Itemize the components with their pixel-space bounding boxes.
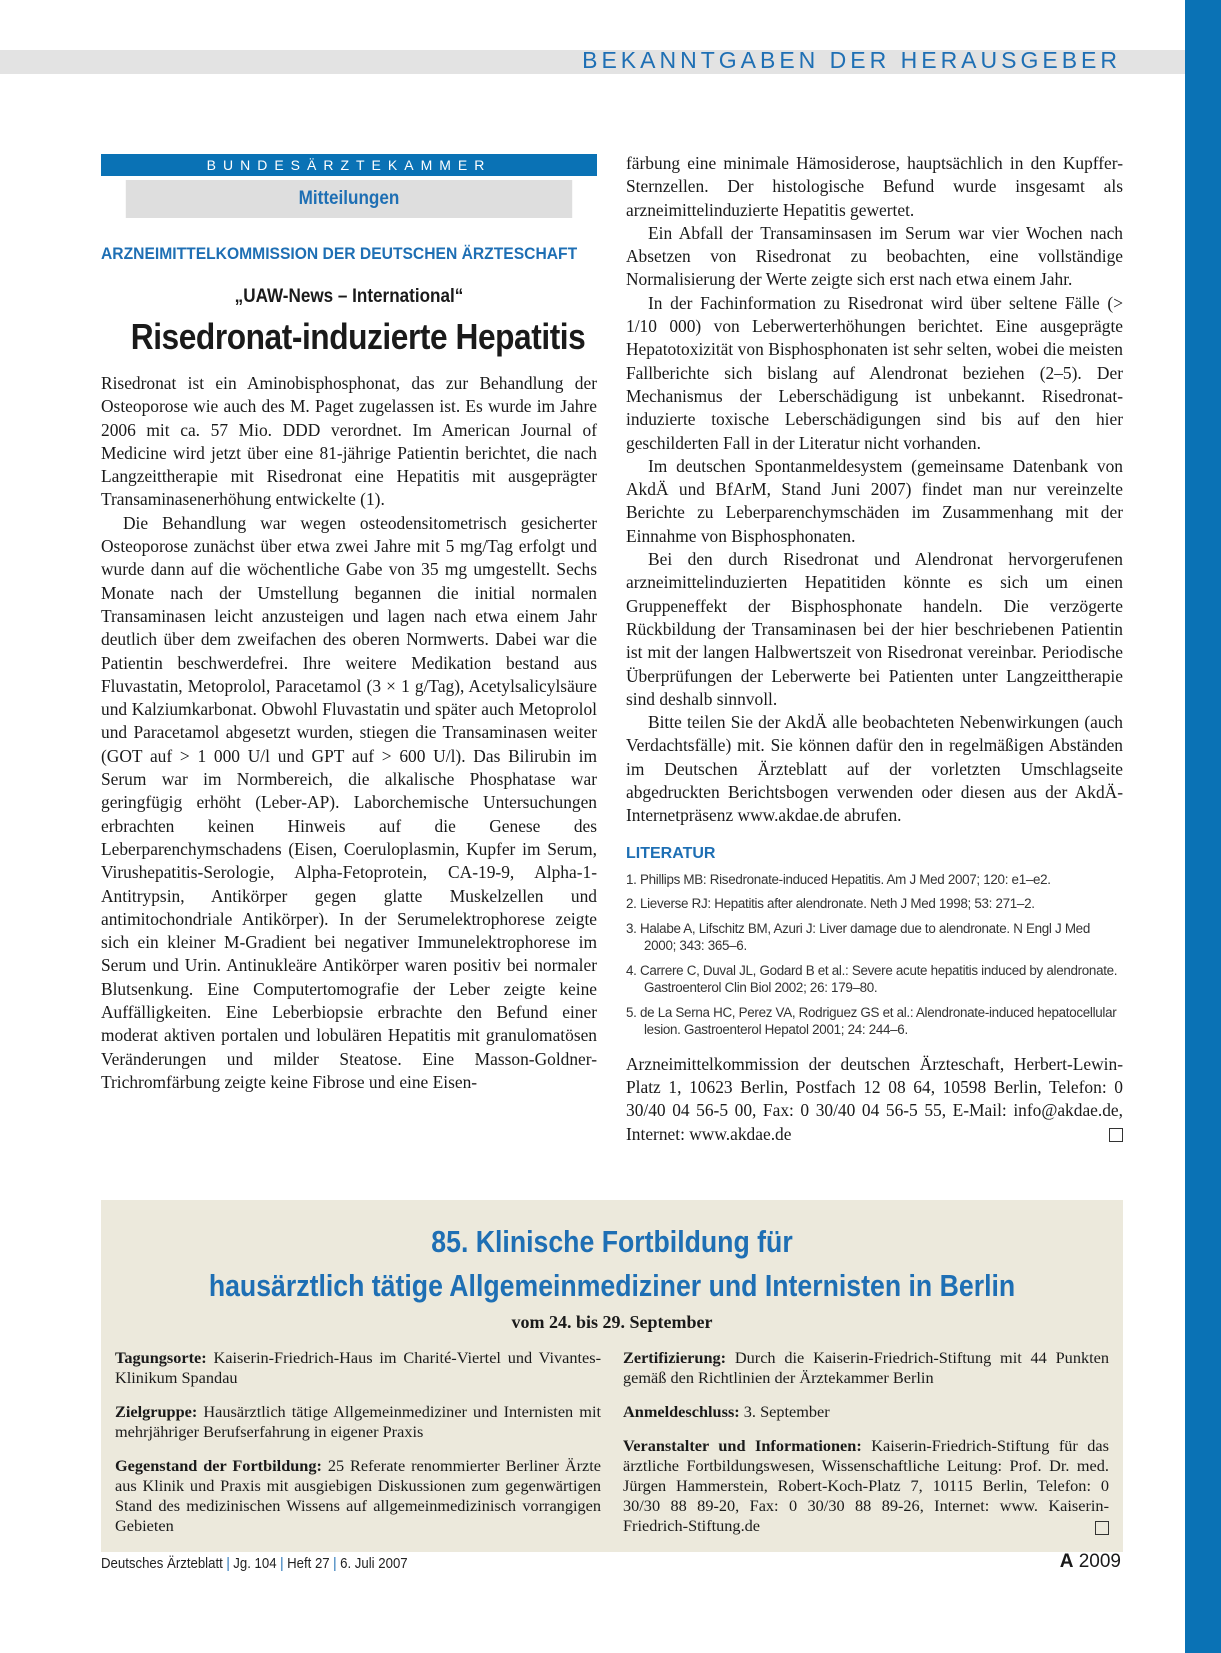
event-item [115,1402,601,1442]
event-item-text: 25 Referate renommierter Berliner Ärzte aus Klinik und Praxis mit ausgiebigen Diskussionen zum gegenwärtigen Stand des medizinischen Wissens auf allgemeinmedizinisch vorrangigen Gebieten [115,1456,601,1535]
body-paragraph: Bitte teilen Sie der AkdÄ alle beobachteten Nebenwirkungen (auch Verdachtsfälle) mit. Sie können dafür den in regelmäßigen Abständen im Deutschen Ärzteblatt auf der vorletzten Umschlagseite abgedruckten Berichtsbogen verwenden oder diesen aus der AkdÄ-Internetpräsenz www.akdae.de abrufen. [626,712,1123,826]
reference-item: 2. Lieverse RJ: Hepatitis after alendronate. Neth J Med 1998; 53: 271–2. [626,896,1035,912]
article-title: Risedronat-induzierte Hepatitis [130,316,586,357]
event-item-text: Hausärztlich tätige Allgemeinmediziner und Internisten mit mehrjähriger Berufserfahrung in eigener Praxis [115,1402,601,1441]
event-title-line2: hausärztlich tätige Allgemeinmediziner und Internisten in Berlin [208,1268,1016,1303]
article-body-right [626,152,1123,828]
end-mark-icon [1109,1128,1123,1142]
event-item-label: Veranstalter und Informationen: [623,1436,862,1455]
event-item-label: Zertifizierung: [623,1348,727,1367]
event-item [623,1348,1109,1388]
footer-citation [101,1555,408,1572]
reference-item: 5. de La Serna HC, Perez VA, Rodriguez GS et al.: Alendronate-induced hepatocellular lesion. Gastroenterol Hepatol 2001; 24: 244–6. [626,1004,1117,1038]
event-item [115,1348,601,1388]
body-paragraph: In der Fachinformation zu Risedronat wird über seltene Fälle (> 1/10 000) von Leberwerterhöhungen berichtet. Eine ausgeprägte Hepatotoxizität von Bisphosphonaten ist sehr selten, wobei die meisten Fallberichte sich bislang auf Alendronat beziehen (2–5). Der Mechanismus der Leberschädigung ist unbekannt. Risedronat-induzierte toxische Leberschädigungen sind bis auf den hier geschilderten Fall in der Literatur nicht vorhanden. [626,292,1123,453]
end-mark-icon [1095,1521,1109,1535]
body-paragraph: Die Behandlung war wegen osteodensitometrisch gesicherter Osteoporose zunächst über etwa zwei Jahre mit 5 mg/Tag erfolgt und wurde dann auf die wöchentliche Gabe von 35 mg umgestellt. Sechs Monate nach der Umstellung begannen die initial normalen Transaminasen leicht anzusteigen und lagen nach etwa einem Jahr deutlich über dem zweifachen des oberen Normwerts. Dabei war die Patientin beschwerdefrei. Ihre weitere Medikation bestand aus Fluvastatin, Metoprolol, Paracetamol (3 × 1 g/Tag), Acetylsalicylsäure und Kalziumkarbonat. Obwohl Fluvastatin und später auch Metoprolol und Paracetamol abgesetzt wurden, stiegen die Transaminasen weiter (GOT auf > 1 000 U/l und GPT auf > 600 U/l). Das Bilirubin im Serum war im Normbereich, die alkalische Phosphatase war geringfügig erhöht (Leber-AP). Laborchemische Untersuchungen erbrachten keinen Hinweis auf die Genese des Leberparenchymschadens (Eisen, Coeruloplasmin, Kupfer im Serum, Virushepatitis-Serologie, Alpha-Fetoprotein, CA-19-9, Alpha-1-Antitrypsin, Antikörper gegen glatte Muskelzellen und antimitochondriale Antikörper). In der Serumelektrophorese zeigte sich ein kleiner M-Gradient bei negativer Immunelektrophorese im Serum und Urin. Antinukleäre Antikörper waren positiv bei normaler Blutsenkung. Eine Computertomografie der Leber zeigte keine Auffälligkeiten. Eine Leberbiopsie erbrachte den Befund einer moderat aktiven portalen und lobulären Hepatitis mit granulomatösen Veränderungen und milder Steatose. Eine Masson-Goldner-Trichromfärbung zeigte keine Fibrose und eine Eisen- [101,512,597,1092]
category-banner: Mitteilungen [126,180,572,218]
reference-item: 3. Halabe A, Lifschitz BM, Azuri J: Liver damage due to alendronate. N Engl J Med 2000; 343: 365–6. [626,920,1090,954]
event-item [115,1456,601,1536]
page-number [1060,1551,1121,1573]
event-details [115,1348,1109,1550]
journal-name: Deutsches Ärzteblatt [101,1555,223,1572]
event-item-label: Zielgruppe: [115,1402,198,1421]
journal-issue: Heft 27 [287,1555,330,1572]
event-item-label: Tagungsorte: [115,1348,207,1367]
journal-date: 6. Juli 2007 [340,1555,408,1572]
reference-item: 1. Phillips MB: Risedronate-induced Hepatitis. Am J Med 2007; 120: e1–e2. [626,871,1051,887]
section-heading: BEKANNTGABEN DER HERAUSGEBER [582,47,1121,73]
event-title-line1: 85. Klinische Fortbildung für [431,1224,793,1259]
event-item-label: Gegenstand der Fortbildung: [115,1456,322,1475]
event-announcement [101,1200,1123,1552]
reference-item: 4. Carrere C, Duval JL, Godard B et al.: Severe acute hepatitis induced by alendronate. Gastroenterol Clin Biol 2002; 26: 179–80. [626,962,1118,996]
separator: | [226,1555,230,1572]
article-left-column [101,154,597,1094]
body-paragraph: Bei den durch Risedronat und Alendronat hervorgerufenen arzneimittelinduzierten Hepatitiden könnte es sich um einen Gruppeneffekt der Bisphosphonate handeln. Die verzögerte Rückbildung der Transaminasen bei der hier beschriebenen Patientin ist mit der langen Halbwertszeit von Risedronat vereinbar. Periodische Überprüfungen der Leberwerte bei Patienten unter Langzeittherapie sind deshalb sinnvoll. [626,549,1123,709]
event-item-label: Anmeldeschluss: [623,1402,740,1421]
article-subtitle: „UAW-News – International“ [234,286,464,307]
event-item-text: Kaiserin-Friedrich-Stiftung für das ärztliche Fortbildungswesen, Wissenschaftliche Leitung: Prof. Dr. med. Jürgen Hammerstein, Robert-Koch-Platz 7, 10115 Berlin, Telefon: 0 30/30 88 89-20, Fax: 0 30/30 88 89-26, Internet: www. Kaiserin-Friedrich-Stiftung.de [623,1436,1109,1535]
body-paragraph: färbung eine minimale Hämosiderose, hauptsächlich in den Kupffer-Sternzellen. Der histologische Befund wurde insgesamt als arzneimittelinduzierte Hepatitis gewertet. [626,153,1123,220]
side-color-bar [1185,0,1221,1653]
event-item-text: Kaiserin-Friedrich-Haus im Charité-Viertel und Vivantes-Klinikum Spandau [115,1348,601,1387]
event-details-left [115,1348,601,1550]
reference-list [626,871,1123,1039]
article-right-column [626,152,1123,1146]
separator: | [280,1555,284,1572]
journal-volume: Jg. 104 [233,1555,277,1572]
body-paragraph: Risedronat ist ein Aminobisphosphonat, das zur Behandlung der Osteoporose wie auch des M. Paget zugelassen ist. Es wurde im Jahre 2006 mit ca. 57 Mio. DDD verordnet. Im American Journal of Medicine wird jetzt über eine 81-jährige Patientin berichtet, die nach Langzeittherapie mit Risedronat eine Hepatitis mit ausgeprägter Transaminasenerhöhung entwickelte (1). [101,373,597,510]
org-banner: BUNDESÄRZTEKAMMER [101,154,597,176]
article-kicker: ARZNEIMITTELKOMMISSION DER DEUTSCHEN ÄRZTESCHAFT [101,244,578,263]
body-paragraph: Ein Abfall der Transaminsasen im Serum war vier Wochen nach Absetzen von Risedronat zu beobachten, eine vollständige Normalisierung der Werte zeigte sich erst nach etwa einem Jahr. [626,222,1123,290]
contact-text: Arzneimittelkommission der deutschen Ärzteschaft, Herbert-Lewin-Platz 1, 10623 Berlin, Postfach 12 08 64, 10598 Berlin, Telefon: 0 30/40 04 56-5 00, Fax: 0 30/40 04 56-5 55, E-Mail: info@akdae.de, Internet: www.akdae.de [626,1053,1123,1144]
event-details-right [623,1348,1109,1550]
page-prefix: A [1059,1551,1074,1572]
literature-heading: LITERATUR [626,844,716,862]
separator: | [333,1555,337,1572]
body-paragraph: Im deutschen Spontanmeldesystem (gemeinsame Datenbank von AkdÄ und BfArM, Stand Juni 2007) findet man nur vereinzelte Berichte zu Leberparenchymschäden im Zusammenhang mit der Einnahme von Bisphosphonaten. [626,455,1123,546]
page-number-value: 2009 [1078,1551,1121,1572]
event-title [173,1200,1052,1308]
event-item [623,1402,1109,1422]
article-body-left [101,372,597,1094]
event-item-text: Durch die Kaiserin-Friedrich-Stiftung mit 44 Punkten gemäß den Richtlinien der Ärztekammer Berlin [623,1348,1109,1387]
event-item [623,1436,1109,1536]
contact-block [626,1053,1123,1146]
event-date: vom 24. bis 29. September [511,1312,713,1332]
event-item-text: 3. September [743,1402,830,1421]
